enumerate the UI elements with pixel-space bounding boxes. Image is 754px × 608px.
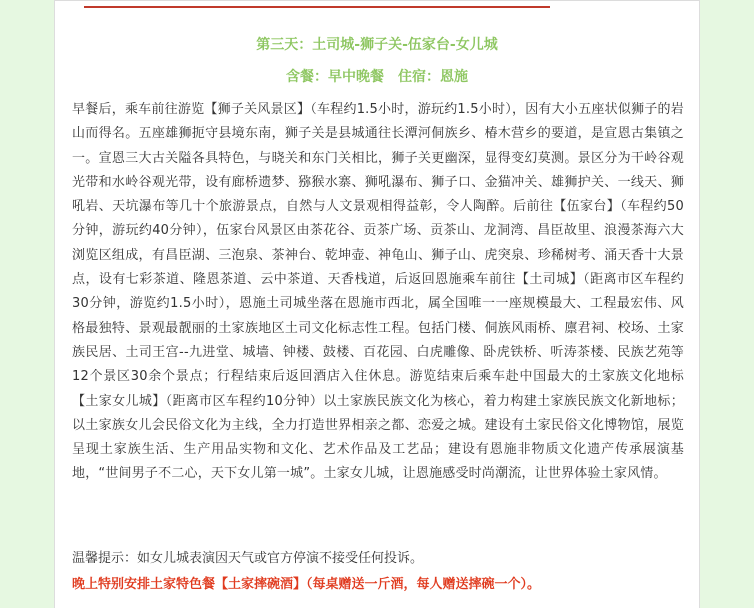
itinerary-panel (54, 0, 700, 608)
top-divider (54, 0, 700, 1)
meals-accommodation: 含餐：早中晚餐 住宿：恩施 (286, 69, 468, 85)
itinerary-description: 早餐后，乘车前往游览【狮子关风景区】（车程约1.5小时，游玩约1.5小时），因有大小五座状似狮子的岩山而得名。五座雄狮扼守县境东南，狮子关是县城通往长潭河侗族乡、椿木营乡的要道，是宣恩古集镇之一。宣恩三大古关隘各具特色，与晓关和东门关相比，狮子关更幽深，显得变幻莫测。景区分为干岭谷观光带和水岭谷观光带，设有廊桥遗梦、猕猴水寨、狮吼瀑布、狮子口、金猫冲关、雄狮护关、一线天、狮吼岩、天坑瀑布等几十个旅游景点，自然与人文景观相得益彰，令人陶醉。后前往【伍家台】（车程约50分钟，游玩约40分钟），伍家台风景区由茶花谷、贡茶广场、贡茶山、龙洞湾、昌臣故里、浪漫茶海六大浏览区组成，有昌臣湖、三泡泉、茶神台、乾坤壶、神龟山、狮子山、虎突泉、珍稀树考、涌天香十大景点，设有七彩茶道、隆恩茶道、云中茶道、天香栈道，后返回恩施乘车前往【土司城】（距离市区车程约30分钟，游览约1.5小时），恩施土司城坐落在恩施市西北，属全国唯一一座规模最大、工程最宏伟、风格最独特、景观最靓丽的土家族地区土司文化标志性工程。包括门楼、侗族风雨桥、廪君祠、校场、土家族民居、土司王宫--九进堂、城墙、钟楼、鼓楼、百花园、白虎雕像、卧虎铁桥、听涛茶楼、民族艺苑等12个景区30余个景点；行程结束后返回酒店入住休息。游览结束后乘车赴中国最大的土家族文化地标【土家女儿城】（距离市区车程约10分钟）以土家族民族文化为核心，着力构建土家族民族文化新地标；以土家族女儿会民俗文化为主线，全力打造世界相亲之都、恋爱之城。建设有土家民俗文化博物馆，展览呈现土家族生活、生产用品实物和文化、艺术作品及工艺品；建设有恩施非物质文化遗产传承展演基地，“世间男子不二心，天下女儿第一城”。土家女儿城，让恩施感受时尚潮流，让世界体验土家风情。 (72, 102, 684, 482)
warm-notice: 温馨提示：如女儿城表演因天气或官方停演不接受任何投诉。 (72, 551, 424, 566)
accent-divider (84, 6, 550, 8)
day-title: 第三天：土司城-狮子关-伍家台-女儿城 (256, 37, 498, 53)
special-dinner-note: 晚上特别安排土家特色餐【土家摔碗酒】（每桌赠送一斤酒，每人赠送摔碗一个）。 (72, 577, 541, 592)
